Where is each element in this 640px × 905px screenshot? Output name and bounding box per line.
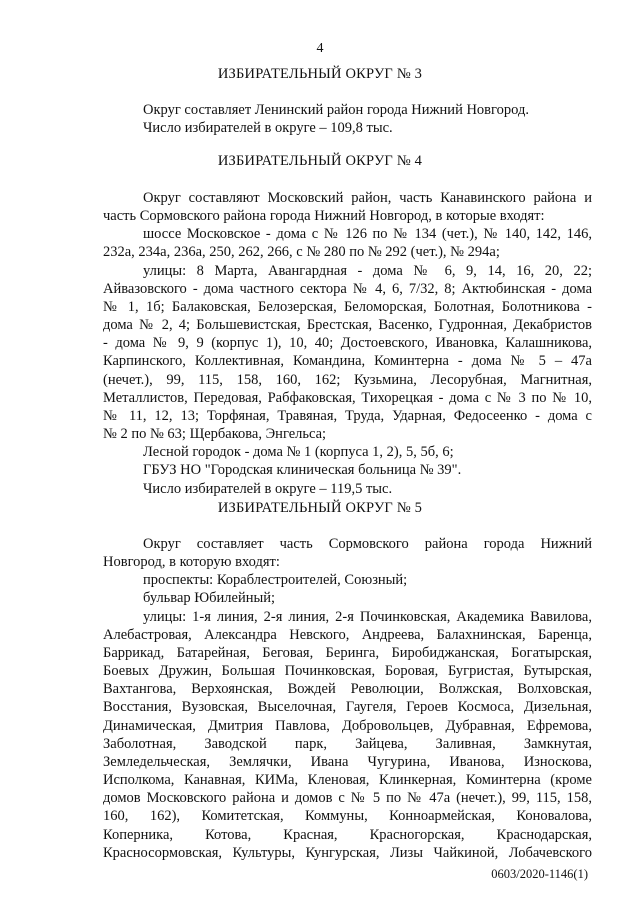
text-line: Округ составляет Ленинский район города Нижний Новгород. bbox=[143, 102, 529, 118]
text-line: Число избирателей в округе – 119,5 тыс. bbox=[143, 480, 393, 497]
district-3-heading: ИЗБИРАТЕЛЬНЫЙ ОКРУГ № 3 bbox=[217, 66, 423, 82]
text-line: ГБУЗ НО "Городская клиническая больница № 39". bbox=[143, 462, 462, 479]
text-line: Число избирателей в округе – 109,8 тыс. bbox=[143, 120, 393, 137]
district-5-body bbox=[103, 535, 592, 862]
text-line: Восстания, Вузовская, Выселочная, Гаугеля, Героев Космоса, Дизельная, bbox=[103, 699, 592, 716]
text-line: Исполкома, Канавная, КИМа, Кленовая, Клинкерная, Коминтерна (кроме bbox=[103, 772, 592, 789]
text-line: Алебастровая, Александра Невского, Андреева, Балахнинская, Баренца, bbox=[103, 626, 592, 643]
text-line: Красносормовская, Культуры, Кунгурская, Лизы Чайкиной, Лобачевского bbox=[103, 844, 592, 861]
text-line: Округ составляют Московский район, часть Канавинского района и bbox=[143, 190, 592, 206]
text-line: часть Сормовского района города Нижний Новгород, в которые входят: bbox=[103, 208, 545, 225]
text-line: Карпинского, Коллективная, Командина, Коминтерна - дома № 5 – 47а bbox=[103, 353, 592, 370]
text-line: бульвар Юбилейный; bbox=[143, 590, 276, 607]
text-line: Новгород, в которую входят: bbox=[103, 554, 280, 571]
text-line: Айвазовского - дома частного сектора № 4, 6, 7/32, 8; Актюбинская - дома bbox=[103, 280, 592, 297]
district-4-body bbox=[103, 189, 592, 498]
page-number: 4 bbox=[316, 41, 324, 56]
text-line: проспекты: Кораблестроителей, Союзный; bbox=[143, 572, 408, 589]
text-line: Земледельческая, Землячки, Ивана Чугурина, Иванова, Износкова, bbox=[103, 753, 592, 770]
district-4-heading: ИЗБИРАТЕЛЬНЫЙ ОКРУГ № 4 bbox=[217, 153, 423, 169]
text-line: № 1, 1б; Балаковская, Белозерская, Беломорская, Болотная, Болотникова - bbox=[103, 298, 592, 315]
text-line: Боевых Дружин, Большая Починковская, Боровая, Бугристая, Бутырская, bbox=[103, 663, 592, 680]
text-line: Коперника, Котова, Красная, Красногорская, Краснодарская, bbox=[103, 826, 592, 843]
text-line: Округ составляет часть Сормовского района города Нижний bbox=[143, 536, 592, 552]
text-line: улицы: 8 Марта, Авангардная - дома № 6, 9, 14, 16, 20, 22; bbox=[143, 262, 592, 279]
text-line: - дома № 9, 9 (корпус 1), 10, 40; Достоевского, Ивановка, Калашникова, bbox=[103, 335, 592, 352]
district-3-body bbox=[103, 101, 592, 137]
text-line: Вахтангова, Верхоянская, Вождей Революции, Волжская, Волховская, bbox=[103, 681, 592, 698]
district-5-heading: ИЗБИРАТЕЛЬНЫЙ ОКРУГ № 5 bbox=[217, 500, 423, 516]
document-code: 0603/2020-1146(1) bbox=[491, 867, 588, 881]
text-line: 232а, 234а, 236а, 250, 262, 266, с № 280 по № 292 (чет.), № 294а; bbox=[103, 244, 500, 261]
text-line: шоссе Московское - дома с № 126 по № 134 (чет.), № 140, 142, 146, bbox=[143, 226, 592, 243]
text-line: дома № 2, 4; Большевистская, Брестская, Васенко, Гудронная, Декабристов bbox=[103, 317, 592, 334]
text-line: Заболотная, Заводской парк, Зайцева, Заливная, Замкнутая, bbox=[103, 735, 592, 752]
text-line: Динамическая, Дмитрия Павлова, Добровольцев, Дубравная, Ефремова, bbox=[103, 717, 592, 734]
text-line: улицы: 1-я линия, 2-я линия, 2-я Починковская, Академика Вавилова, bbox=[143, 608, 592, 625]
text-line: Баррикад, Батарейная, Беговая, Беринга, Биробиджанская, Богатырская, bbox=[103, 644, 592, 661]
text-line: № 2 по № 63; Щербакова, Энгельса; bbox=[103, 426, 327, 443]
text-line: 160, 162), Комитетская, Коммуны, Конноармейская, Коновалова, bbox=[103, 808, 592, 825]
text-line: № 11, 12, 13; Торфяная, Травяная, Труда, Ударная, Федосеенко - дома с bbox=[103, 407, 592, 424]
text-line: домов Московского района и домов с № 5 по № 47а (нечет.), 99, 115, 158, bbox=[103, 790, 592, 807]
text-line: Металлистов, Передовая, Рабфаковская, Тихорецкая - дома с № 3 по № 10, bbox=[103, 389, 592, 406]
text-line: Лесной городок - дома № 1 (корпуса 1, 2), 5, 5б, 6; bbox=[143, 444, 454, 461]
text-line: (нечет.), 99, 115, 158, 160, 162; Кузьмина, Лесорубная, Магнитная, bbox=[103, 371, 592, 388]
